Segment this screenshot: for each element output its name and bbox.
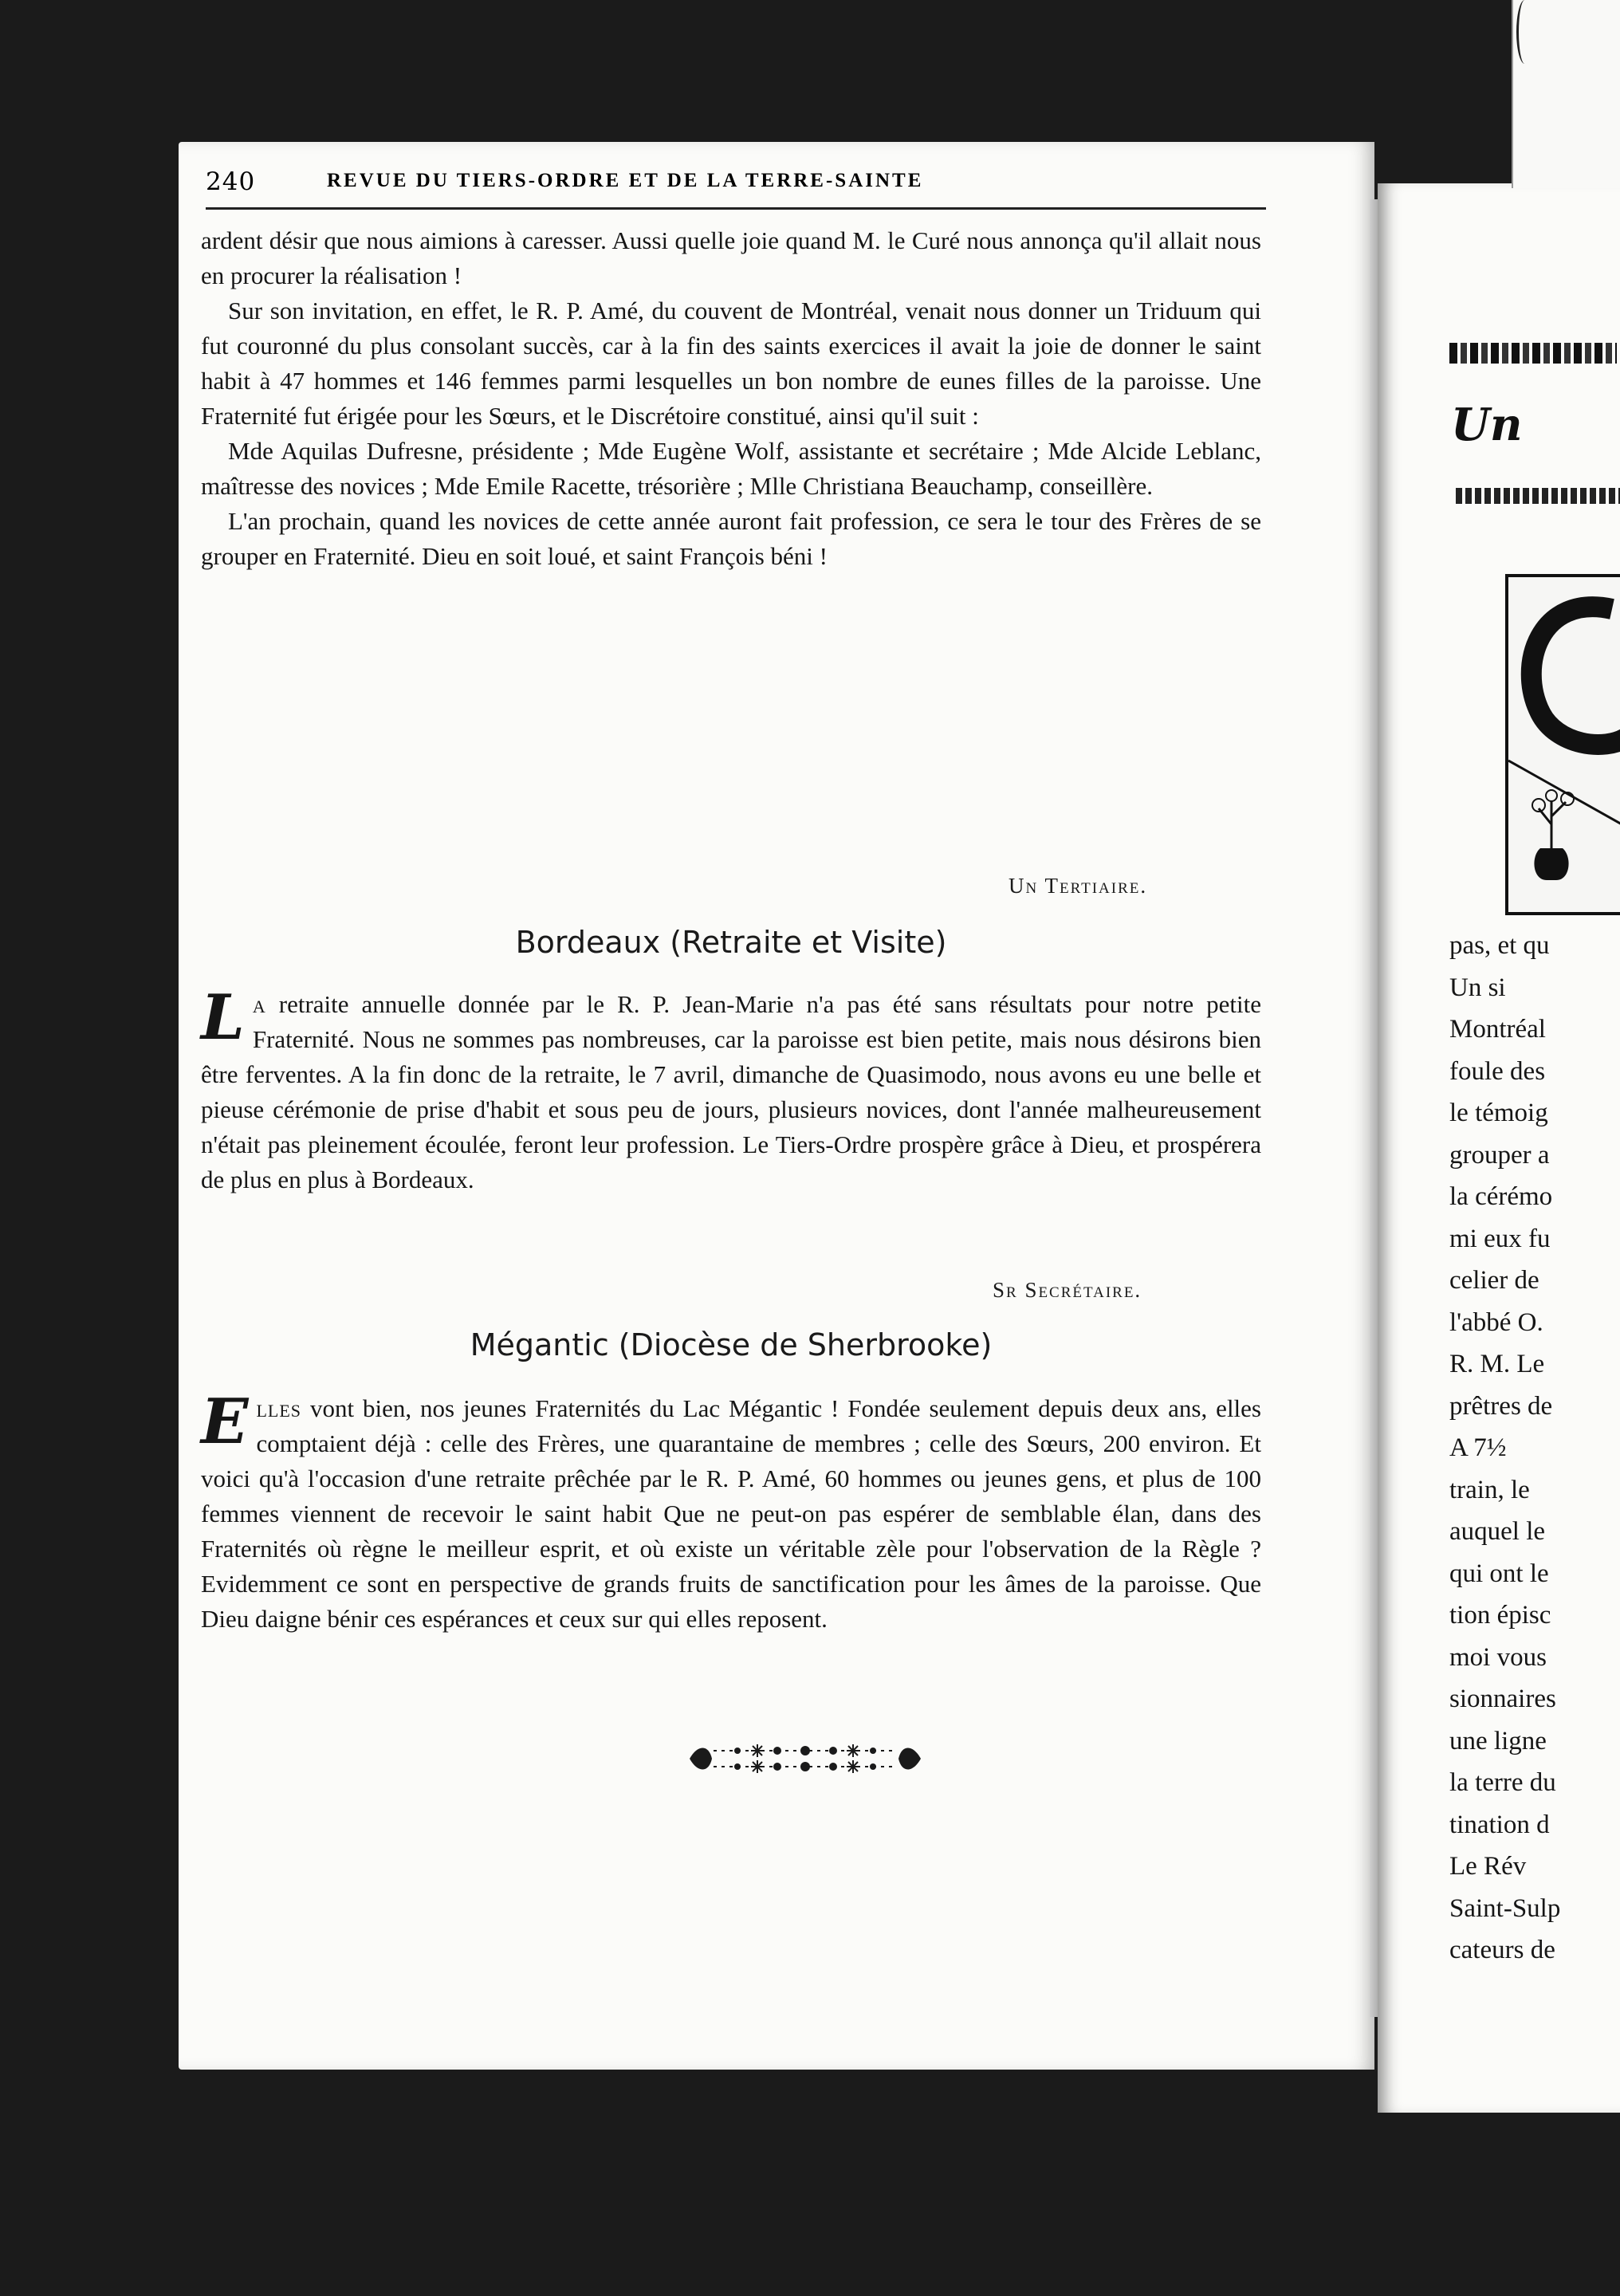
intro-text xyxy=(201,223,1261,574)
right-page-title: Un xyxy=(1451,399,1523,451)
right-page-line: une ligne xyxy=(1449,1726,1547,1755)
section-body-megantic xyxy=(201,1386,1261,1637)
decorative-initial-illustration xyxy=(1508,577,1620,912)
right-page-line: R. M. Le xyxy=(1449,1350,1545,1378)
paragraph: Sur son invitation, en effet, le R. P. Amé, du couvent de Montréal, venait nous donner un Triduum qui fut couronné du plus consolant succès, car à la fin des saints exercices il avait la joie de donner le saint habit à 47 hommes et 146 femmes parmi lesquelles un bon nombre de eunes filles de la paroisse. Une Fraternité fut érigée pour les Sœurs, et le Discrétoire constitué, ainsi qu'il suit : xyxy=(201,297,1261,430)
section-heading-bordeaux: Bordeaux (Retraite et Visite) xyxy=(515,925,947,960)
right-page-line: cateurs de xyxy=(1449,1936,1555,1964)
ornamental-border-bottom xyxy=(1456,488,1620,504)
drop-cap: E xyxy=(201,1386,249,1458)
paragraph-text: retraite annuelle donnée par le R. P. Jean-Marie n'a pas été sans résultats pour notre petite Fraternité. Nous ne sommes pas nombreuses, car la paroisse est bien petite, mais nous désirons bien être ferventes. A la fin donc de la retraite, le 7 avril, dimanche de Quasimodo, nous avons eu une belle et pieuse cérémonie de prise d'habit et sous peu de jours, plusieurs novices, dont l'année malheureusement n'était pas pleinement écoulée, feront leur profession. Le Tiers-Ordre prospère grâce à Dieu, et prospérera de plus en plus à Bordeaux. xyxy=(201,990,1261,1193)
right-page-line: tination d xyxy=(1449,1810,1550,1839)
lead-word: a xyxy=(252,990,266,1018)
right-page-line: Un si xyxy=(1449,973,1506,1002)
right-page-line: Le Rév xyxy=(1449,1852,1527,1881)
signature-tertiaire: Un Tertiaire. xyxy=(1009,874,1148,898)
right-page-line: la terre du xyxy=(1449,1768,1556,1797)
adjacent-sheet-edge xyxy=(1512,0,1620,188)
right-page-line: Saint-Sulp xyxy=(1449,1893,1561,1923)
right-page-line: moi vous xyxy=(1449,1642,1547,1672)
right-page-line: grouper a xyxy=(1449,1140,1550,1170)
right-page xyxy=(1378,183,1620,2113)
section-heading-megantic: Mégantic (Diocèse de Sherbrooke) xyxy=(470,1327,993,1362)
right-page-line: la cérémo xyxy=(1449,1182,1553,1211)
right-page-text xyxy=(1449,925,1620,1972)
right-page-line: l'abbé O. xyxy=(1449,1307,1543,1337)
paragraph-text: vont bien, nos jeunes Fraternités du Lac Mégantic ! Fondée seulement depuis deux ans, elles comptaient déjà : celle des Frères, une quarantaine de membres ; celle des Sœurs, 200 environ. Et voici qu'à l'occasion d'une retraite prêchée par le R. P. Amé, 60 hommes ou jeunes gens, et plus de 100 femmes viennent de recevoir le saint habit Que ne peut-on pas espérer de semblable élan, dans des Fraternités où règne le meilleur esprit, et où existe un véritable zèle pour l'observation de la Règle ? Evidemment ce sont en perspective de grands fruits de sanctification pour les âmes de la paroisse. Que Dieu daigne bénir ces espérances et ceux sur qui elles reposent. xyxy=(201,1394,1261,1633)
end-ornament xyxy=(682,1736,929,1781)
right-page-line: train, le xyxy=(1449,1475,1530,1504)
signature-secretaire: Sr Secrétaire. xyxy=(993,1278,1142,1302)
paragraph: Mde Aquilas Dufresne, présidente ; Mde Eugène Wolf, assistante et secrétaire ; Mde Alcide Leblanc, maîtresse des novices ; Mde Emile Racette, trésorière ; Mlle Christiana Beauchamp, conseillère. xyxy=(201,437,1261,500)
right-page-line: auquel le xyxy=(1449,1517,1546,1546)
right-page-line: A 7½ xyxy=(1449,1433,1507,1462)
right-page-line: qui ont le xyxy=(1449,1559,1549,1588)
right-page-line: le témoig xyxy=(1449,1099,1548,1127)
paragraph: ardent désir que nous aimions à caresser. Aussi quelle joie quand M. le Curé nous annonça qu'il allait nous en procurer la réalisation ! xyxy=(201,226,1261,289)
lead-word: lles xyxy=(256,1394,302,1422)
right-page-line: pas, et qu xyxy=(1449,931,1550,960)
page-number: 240 xyxy=(206,167,256,196)
right-page-line: mi eux fu xyxy=(1449,1224,1551,1253)
paragraph: L'an prochain, quand les novices de cette année auront fait profession, ce sera le tour des Frères de se grouper en Fraternité. Dieu en soit loué, et saint François béni ! xyxy=(201,507,1261,570)
drop-cap: L xyxy=(201,981,245,1054)
paragraph xyxy=(201,1386,1261,1637)
right-page-line: foule des xyxy=(1449,1056,1546,1086)
right-page-line: celier de xyxy=(1449,1266,1539,1295)
paragraph xyxy=(201,981,1261,1197)
illustration-frame xyxy=(1505,574,1620,915)
journal-title: REVUE DU TIERS-ORDRE ET DE LA TERRE-SAINTE xyxy=(327,170,924,191)
section-body-bordeaux xyxy=(201,981,1261,1197)
ornamental-border-top xyxy=(1449,343,1617,364)
right-page-line: sionnaires xyxy=(1449,1685,1556,1713)
right-page-line: prêtres de xyxy=(1449,1391,1553,1421)
right-page-line: tion épisc xyxy=(1449,1601,1551,1630)
running-head xyxy=(206,167,1266,210)
right-page-line: Montréal xyxy=(1449,1015,1546,1044)
